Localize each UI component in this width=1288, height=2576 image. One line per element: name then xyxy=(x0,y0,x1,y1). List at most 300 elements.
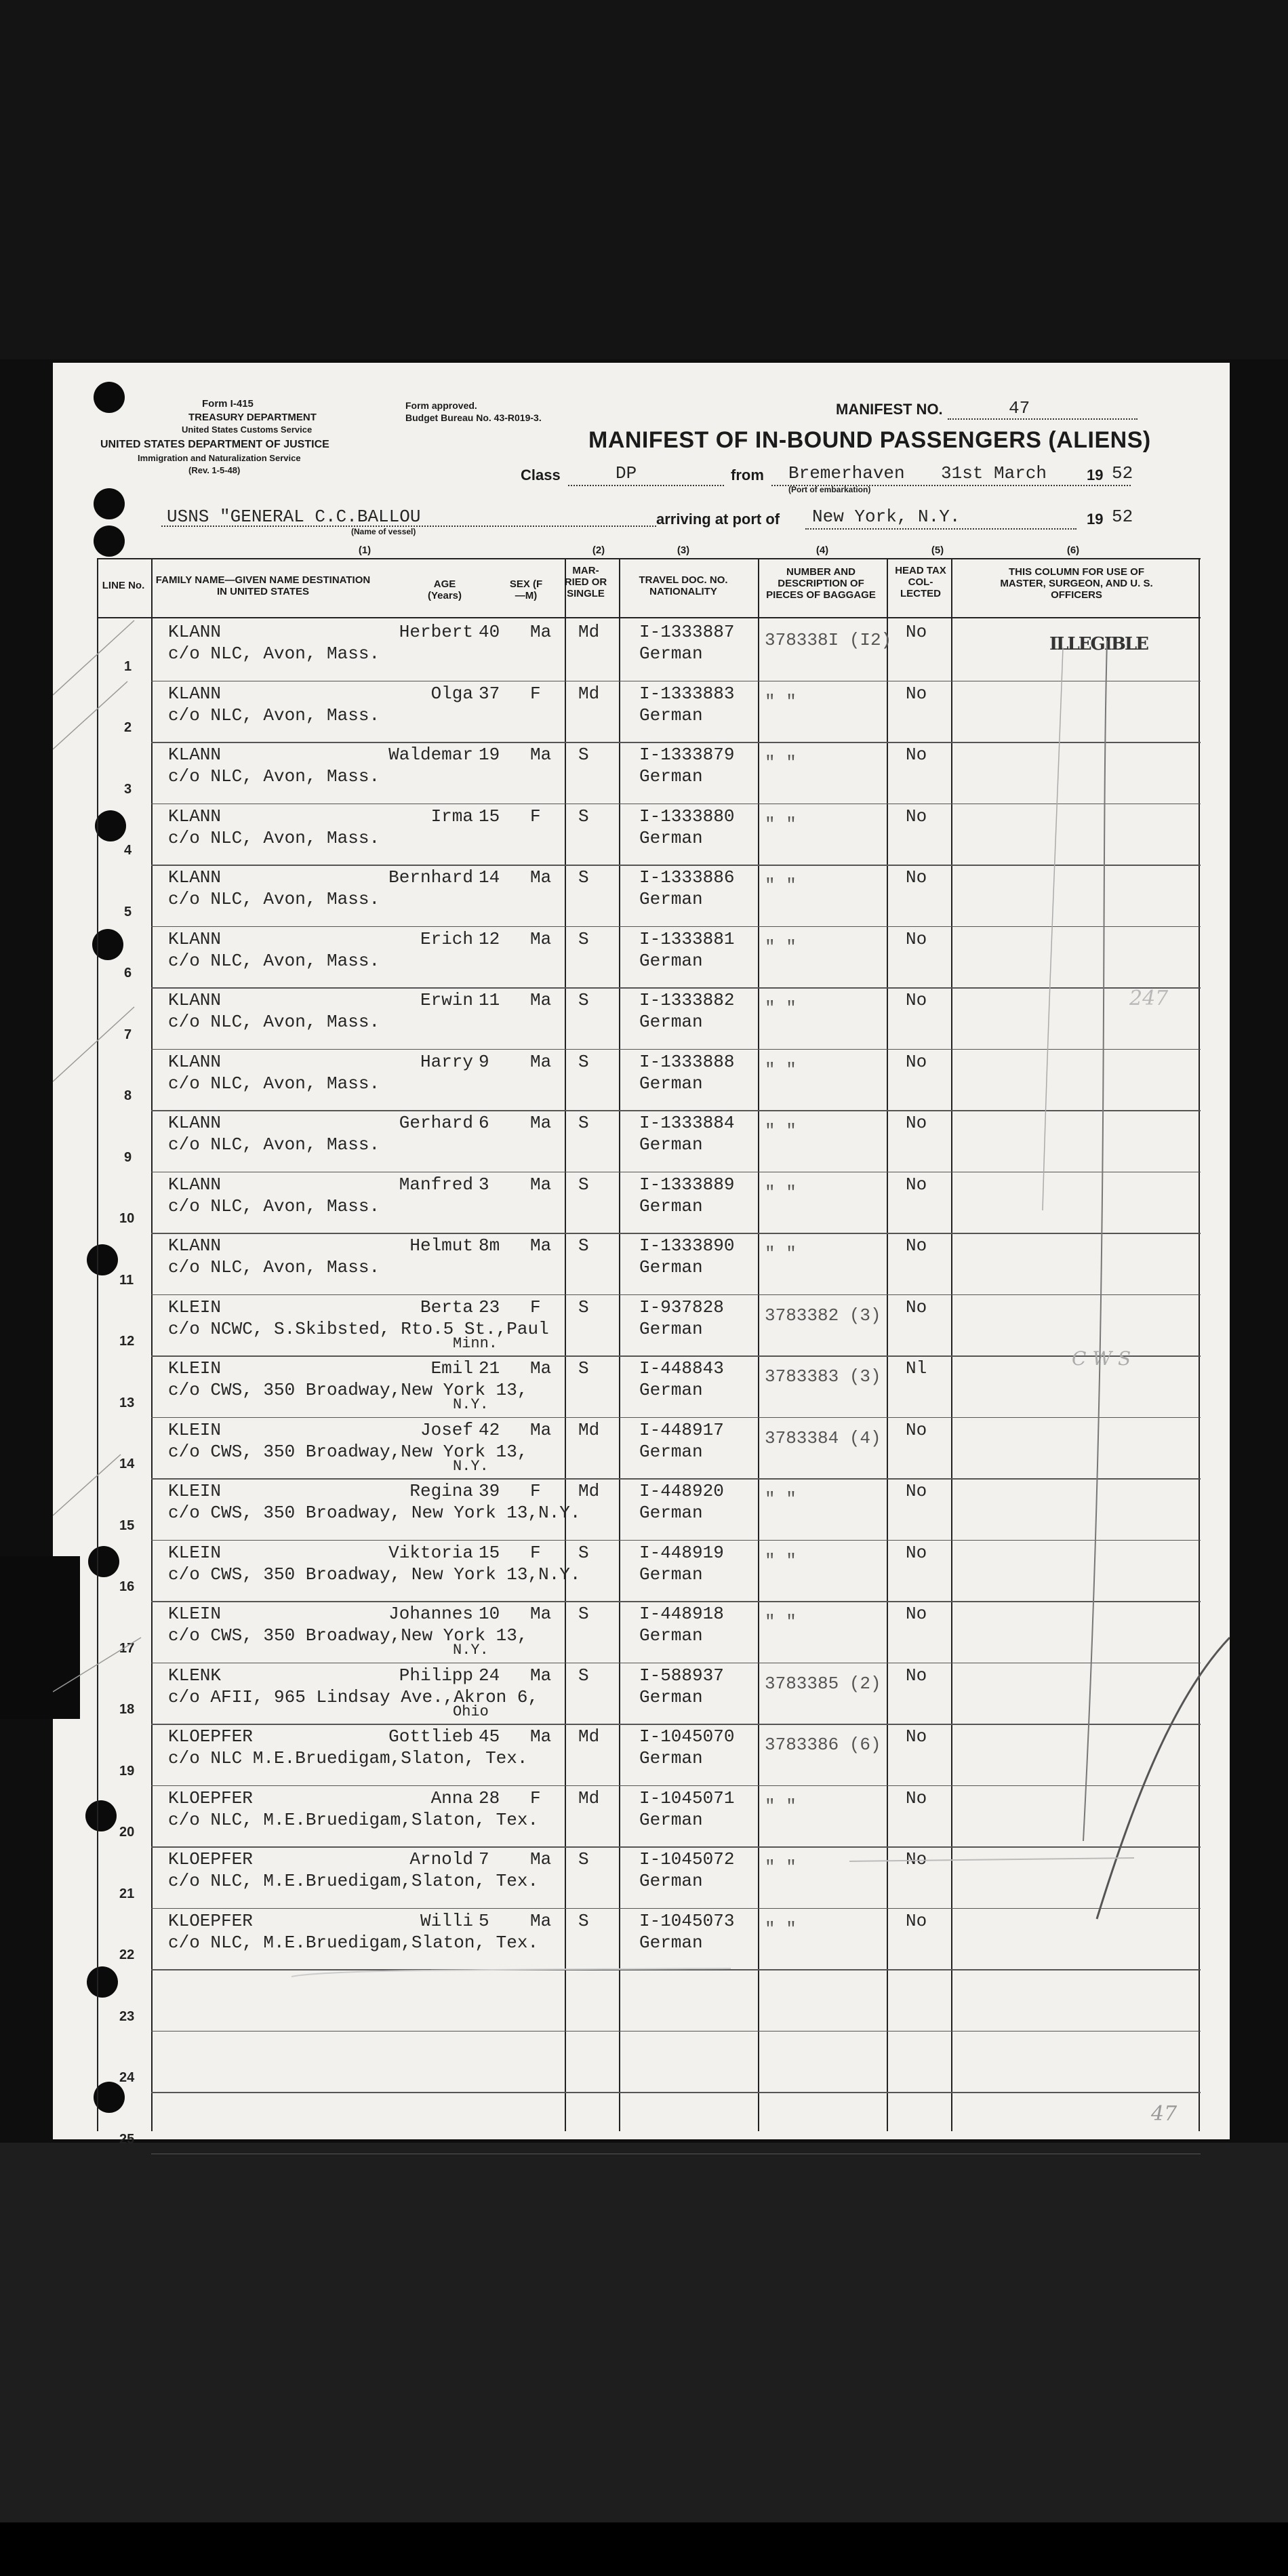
head-tax: No xyxy=(906,683,927,704)
sex: Ma xyxy=(530,1235,552,1256)
destination: c/o NLC M.E.Bruedigam,Slaton, Tex. xyxy=(168,1748,528,1768)
nationality: German xyxy=(639,1564,703,1585)
line-number: 8 xyxy=(124,1088,132,1103)
col-num-1: (1) xyxy=(358,544,371,556)
given-name: Philipp xyxy=(399,1665,473,1686)
destination: c/o NLC, Avon, Mass. xyxy=(168,766,380,787)
line-number: 3 xyxy=(124,781,132,797)
marital-status: S xyxy=(578,1296,589,1317)
head-tax: No xyxy=(906,1481,927,1501)
age: 14 xyxy=(479,867,500,888)
line-number: 11 xyxy=(119,1272,134,1288)
microfilm-edge-strip xyxy=(0,2522,1288,2576)
date-value: 31st March xyxy=(941,463,1047,483)
head-tax: No xyxy=(906,1665,927,1686)
head-tax: No xyxy=(906,928,927,949)
year2-value: 52 xyxy=(1112,507,1133,527)
treasury-label: TREASURY DEPARTMENT xyxy=(188,412,317,423)
given-name: Gerhard xyxy=(399,1113,473,1133)
family-name: KLANN xyxy=(168,867,222,888)
nationality: German xyxy=(639,643,703,664)
travel-doc-no: I-937828 xyxy=(639,1296,724,1317)
nationality: German xyxy=(639,766,703,787)
line-number: 12 xyxy=(119,1334,135,1349)
row-rule xyxy=(151,2154,1201,2155)
manifest-page xyxy=(53,363,1230,2147)
family-name: KLOEPFER xyxy=(168,1910,253,1931)
destination-cont: N.Y. xyxy=(453,1642,489,1659)
age: 39 xyxy=(479,1481,500,1501)
family-name: KLEIN xyxy=(168,1542,222,1563)
given-name: Gottlieb xyxy=(388,1726,473,1747)
nationality: German xyxy=(639,1318,703,1339)
line-number: 16 xyxy=(119,1579,135,1594)
head-tax: No xyxy=(906,867,927,888)
age: 45 xyxy=(479,1726,500,1747)
destination: c/o CWS, 350 Broadway, New York 13,N.Y. xyxy=(168,1503,581,1523)
nationality: German xyxy=(639,1809,703,1830)
marital-status: S xyxy=(578,1051,589,1072)
marital-status: S xyxy=(578,806,589,827)
nationality: German xyxy=(639,1257,703,1277)
destination: c/o NLC, Avon, Mass. xyxy=(168,1195,380,1216)
family-name: KLOEPFER xyxy=(168,1726,253,1747)
line-number: 10 xyxy=(119,1211,135,1226)
col-num-6: (6) xyxy=(1066,544,1080,556)
sex: F xyxy=(530,806,541,827)
sex: Ma xyxy=(530,1419,552,1440)
col-header-line: LINE No. xyxy=(102,580,145,591)
head-tax: No xyxy=(906,1174,927,1195)
age: 24 xyxy=(479,1665,500,1686)
baggage: " " xyxy=(765,1489,797,1509)
destination: c/o NLC, M.E.Bruedigam,Slaton, Tex. xyxy=(168,1871,539,1891)
head-tax: No xyxy=(906,1113,927,1133)
sex: F xyxy=(530,1481,541,1501)
baggage: 3783382 (3) xyxy=(765,1305,881,1326)
destination: c/o AFII, 965 Lindsay Ave.,Akron 6, xyxy=(168,1686,539,1707)
col-header-officers: THIS COLUMN FOR USE OF MASTER, SURGEON, AND U. S. OFFICERS xyxy=(1000,566,1153,601)
marital-status: Md xyxy=(578,622,600,642)
line-number: 17 xyxy=(119,1640,135,1656)
nationality: German xyxy=(639,1380,703,1400)
year-value: 52 xyxy=(1112,463,1133,483)
baggage: " " xyxy=(765,814,797,835)
baggage: " " xyxy=(765,1918,797,1939)
col-header-sex: SEX (F—M) xyxy=(509,578,543,601)
baggage: " " xyxy=(765,936,797,957)
travel-doc-no: I-1045070 xyxy=(639,1726,735,1747)
nationality: German xyxy=(639,1195,703,1216)
class-label: Class xyxy=(521,467,561,483)
line-number: 15 xyxy=(119,1518,135,1533)
travel-doc-no: I-448919 xyxy=(639,1542,724,1563)
baggage: 3783386 (6) xyxy=(765,1735,881,1755)
sex: F xyxy=(530,1542,541,1563)
marital-status: S xyxy=(578,1665,589,1686)
family-name: KLANN xyxy=(168,928,222,949)
destination: c/o NLC, Avon, Mass. xyxy=(168,889,380,909)
baggage: " " xyxy=(765,998,797,1018)
sex: Ma xyxy=(530,1910,552,1931)
travel-doc-no: I-1333880 xyxy=(639,806,735,827)
head-tax: No xyxy=(906,1542,927,1563)
given-name: Viktoria xyxy=(388,1542,473,1563)
age: 37 xyxy=(479,683,500,704)
baggage: 3783383 (3) xyxy=(765,1366,881,1387)
given-name: Regina xyxy=(409,1481,473,1501)
age: 28 xyxy=(479,1787,500,1808)
given-name: Erich xyxy=(420,928,473,949)
line-number: 5 xyxy=(124,904,132,919)
cws-note: C W S xyxy=(1072,1347,1131,1370)
marital-status: S xyxy=(578,1542,589,1563)
baggage: 378338I (I2) xyxy=(765,630,892,650)
marital-status: S xyxy=(578,1113,589,1133)
family-name: KLANN xyxy=(168,745,222,765)
nationality: German xyxy=(639,1073,703,1094)
marital-status: S xyxy=(578,1849,589,1869)
travel-doc-no: I-1333889 xyxy=(639,1174,735,1195)
travel-doc-no: I-448917 xyxy=(639,1419,724,1440)
sex: F xyxy=(530,683,541,704)
col-header-name: FAMILY NAME—GIVEN NAME DESTINATION IN UNITED STATES xyxy=(155,574,371,597)
age: 23 xyxy=(479,1296,500,1317)
justice-label: UNITED STATES DEPARTMENT OF JUSTICE xyxy=(100,439,329,450)
head-tax: Nl xyxy=(906,1358,927,1379)
marital-status: Md xyxy=(578,1787,600,1808)
family-name: KLOEPFER xyxy=(168,1787,253,1808)
col-header-married: MAR-RIED OR SINGLE xyxy=(564,565,607,599)
travel-doc-no: I-1333884 xyxy=(639,1113,735,1133)
age: 19 xyxy=(479,745,500,765)
line-number: 14 xyxy=(119,1457,135,1471)
destination: c/o NLC, Avon, Mass. xyxy=(168,1012,380,1032)
destination: c/o CWS, 350 Broadway,New York 13, xyxy=(168,1625,528,1646)
line-number: 20 xyxy=(119,1825,135,1840)
sex: Ma xyxy=(530,1604,552,1624)
nationality: German xyxy=(639,705,703,726)
sex: Ma xyxy=(530,990,552,1010)
given-name: Manfred xyxy=(399,1174,473,1195)
col-header-travel: TRAVEL DOC. NO. NATIONALITY xyxy=(639,574,728,597)
head-tax: No xyxy=(906,745,927,765)
family-name: KLENK xyxy=(168,1665,222,1686)
age: 15 xyxy=(479,806,500,827)
year2-prefix: 19 xyxy=(1087,511,1104,528)
sex: Ma xyxy=(530,1358,552,1379)
arriving-label: arriving at port of xyxy=(656,511,780,528)
head-tax: No xyxy=(906,1787,927,1808)
line-number: 13 xyxy=(119,1395,135,1410)
given-name: Herbert xyxy=(399,622,473,642)
form-approved-label: Form approved. xyxy=(405,400,477,411)
microfilm-bottom-border xyxy=(0,2143,1288,2576)
nationality: German xyxy=(639,1932,703,1953)
family-name: KLANN xyxy=(168,622,222,642)
sex: Ma xyxy=(530,1726,552,1747)
line-number: 9 xyxy=(124,1149,132,1165)
baggage: " " xyxy=(765,1796,797,1817)
destination: c/o CWS, 350 Broadway,New York 13, xyxy=(168,1441,528,1462)
head-tax: No xyxy=(906,1726,927,1747)
travel-doc-no: I-1333881 xyxy=(639,928,735,949)
marital-status: S xyxy=(578,1358,589,1379)
sex: Ma xyxy=(530,1174,552,1195)
age: 15 xyxy=(479,1542,500,1563)
marital-status: S xyxy=(578,1174,589,1195)
age: 9 xyxy=(479,1051,489,1072)
age: 21 xyxy=(479,1358,500,1379)
given-name: Helmut xyxy=(409,1235,473,1256)
destination-cont: N.Y. xyxy=(453,1457,489,1475)
sex: Ma xyxy=(530,1113,552,1133)
family-name: KLANN xyxy=(168,683,222,704)
line-number: 7 xyxy=(124,1027,132,1042)
travel-doc-no: I-1333886 xyxy=(639,867,735,888)
destination: c/o NLC, Avon, Mass. xyxy=(168,643,380,664)
vessel-note: (Name of vessel) xyxy=(351,527,416,536)
head-tax: No xyxy=(906,1296,927,1317)
age: 5 xyxy=(479,1910,489,1931)
customs-label: United States Customs Service xyxy=(182,424,313,435)
marital-status: S xyxy=(578,928,589,949)
given-name: Josef xyxy=(420,1419,473,1440)
nationality: German xyxy=(639,889,703,909)
sex: Ma xyxy=(530,928,552,949)
destination-cont: Ohio xyxy=(453,1703,489,1720)
baggage: " " xyxy=(765,691,797,712)
pen-marks xyxy=(53,363,1230,2139)
line-number: 21 xyxy=(119,1886,135,1901)
head-tax: No xyxy=(906,622,927,642)
destination: c/o NLC, Avon, Mass. xyxy=(168,950,380,971)
marital-status: Md xyxy=(578,1419,600,1440)
given-name: Anna xyxy=(430,1787,473,1808)
marital-status: S xyxy=(578,867,589,888)
travel-doc-no: I-448918 xyxy=(639,1604,724,1624)
embarkation-note: (Port of embarkation) xyxy=(788,485,871,494)
line-number: 24 xyxy=(119,2070,135,2085)
nationality: German xyxy=(639,1503,703,1523)
destination-cont: N.Y. xyxy=(453,1396,489,1413)
given-name: Emil xyxy=(430,1358,473,1379)
given-name: Arnold xyxy=(409,1849,473,1869)
head-tax: No xyxy=(906,1051,927,1072)
destination: c/o NCWC, S.Skibsted, Rto.5 St.,Paul xyxy=(168,1318,549,1339)
given-name: Irma xyxy=(430,806,473,827)
travel-doc-no: I-588937 xyxy=(639,1665,724,1686)
line-number: 19 xyxy=(119,1763,135,1779)
col-num-4: (4) xyxy=(816,544,829,556)
travel-doc-no: I-1333879 xyxy=(639,745,735,765)
vessel-value: USNS "GENERAL C.C.BALLOU xyxy=(167,507,421,527)
age: 11 xyxy=(479,990,500,1010)
given-name: Bernhard xyxy=(388,867,473,888)
travel-doc-no: I-1333883 xyxy=(639,683,735,704)
microfilm-top-border xyxy=(0,0,1288,359)
col-num-2: (2) xyxy=(592,544,605,556)
budget-bureau-label: Budget Bureau No. 43-R019-3. xyxy=(405,412,542,423)
sex: F xyxy=(530,1787,541,1808)
baggage: 3783384 (4) xyxy=(765,1427,881,1448)
marital-status: Md xyxy=(578,683,600,704)
age: 8m xyxy=(479,1235,500,1256)
age: 6 xyxy=(479,1113,489,1133)
year-prefix: 19 xyxy=(1087,467,1104,483)
family-name: KLANN xyxy=(168,1113,222,1133)
destination: c/o NLC, M.E.Bruedigam,Slaton, Tex. xyxy=(168,1809,539,1830)
officer-stamp: ILLEGIBLE xyxy=(1049,634,1148,654)
family-name: KLEIN xyxy=(168,1358,222,1379)
family-name: KLANN xyxy=(168,1235,222,1256)
sex: Ma xyxy=(530,1665,552,1686)
line-number: 18 xyxy=(119,1702,135,1717)
family-name: KLANN xyxy=(168,806,222,827)
marital-status: Md xyxy=(578,1481,600,1501)
destination: c/o NLC, Avon, Mass. xyxy=(168,1134,380,1155)
port-value: New York, N.Y. xyxy=(812,507,961,527)
side-number: 247 xyxy=(1129,987,1169,1010)
travel-doc-no: I-1333890 xyxy=(639,1235,735,1256)
col-num-5: (5) xyxy=(931,544,944,556)
sex: Ma xyxy=(530,1849,552,1869)
travel-doc-no: I-448920 xyxy=(639,1481,724,1501)
revision-label: (Rev. 1-5-48) xyxy=(188,465,241,475)
age: 3 xyxy=(479,1174,489,1195)
destination-cont: Minn. xyxy=(453,1334,498,1352)
given-name: Waldemar xyxy=(388,745,473,765)
nationality: German xyxy=(639,1686,703,1707)
destination: c/o CWS, 350 Broadway, New York 13,N.Y. xyxy=(168,1564,581,1585)
given-name: Harry xyxy=(420,1051,473,1072)
baggage: " " xyxy=(765,753,797,773)
col-header-tax: HEAD TAX COL-LECTED xyxy=(895,565,946,599)
baggage: " " xyxy=(765,1121,797,1141)
col-num-3: (3) xyxy=(677,544,690,556)
travel-doc-no: I-1045071 xyxy=(639,1787,735,1808)
family-name: KLEIN xyxy=(168,1604,222,1624)
given-name: Johannes xyxy=(388,1604,473,1624)
head-tax: No xyxy=(906,990,927,1010)
col-header-age: AGE (Years) xyxy=(427,578,462,601)
line-number: 6 xyxy=(124,966,132,980)
travel-doc-no: I-1333887 xyxy=(639,622,735,642)
baggage: " " xyxy=(765,1182,797,1203)
age: 42 xyxy=(479,1419,500,1440)
family-name: KLANN xyxy=(168,990,222,1010)
nationality: German xyxy=(639,1625,703,1646)
age: 10 xyxy=(479,1604,500,1624)
nationality: German xyxy=(639,827,703,848)
page-number: 47 xyxy=(1151,2102,1178,2126)
manifest-no-label: MANIFEST NO. xyxy=(836,401,943,418)
baggage: 3783385 (2) xyxy=(765,1673,881,1694)
destination: c/o NLC, Avon, Mass. xyxy=(168,827,380,848)
travel-doc-no: I-1333888 xyxy=(639,1051,735,1072)
nationality: German xyxy=(639,1441,703,1462)
family-name: KLANN xyxy=(168,1174,222,1195)
head-tax: No xyxy=(906,1419,927,1440)
destination: c/o NLC, M.E.Bruedigam,Slaton, Tex. xyxy=(168,1932,539,1953)
sex: Ma xyxy=(530,622,552,642)
sex: F xyxy=(530,1296,541,1317)
travel-doc-no: I-1045072 xyxy=(639,1849,735,1869)
line-number: 4 xyxy=(124,843,132,858)
col-header-baggage: NUMBER AND DESCRIPTION OF PIECES OF BAGGAGE xyxy=(766,566,876,601)
sex: Ma xyxy=(530,745,552,765)
line-number: 25 xyxy=(119,2131,135,2147)
line-number: 2 xyxy=(124,720,132,735)
given-name: Willi xyxy=(420,1910,473,1931)
line-number: 23 xyxy=(119,2008,135,2024)
nationality: German xyxy=(639,1871,703,1891)
nationality: German xyxy=(639,1748,703,1768)
baggage: " " xyxy=(765,1550,797,1571)
marital-status: S xyxy=(578,1235,589,1256)
baggage: " " xyxy=(765,1612,797,1632)
marital-status: S xyxy=(578,745,589,765)
destination: c/o CWS, 350 Broadway,New York 13, xyxy=(168,1380,528,1400)
travel-doc-no: I-1045073 xyxy=(639,1910,735,1931)
baggage: " " xyxy=(765,1857,797,1878)
family-name: KLEIN xyxy=(168,1481,222,1501)
nationality: German xyxy=(639,950,703,971)
marital-status: S xyxy=(578,1910,589,1931)
marital-status: S xyxy=(578,990,589,1010)
marital-status: Md xyxy=(578,1726,600,1747)
head-tax: No xyxy=(906,1910,927,1931)
baggage: " " xyxy=(765,1059,797,1080)
given-name: Olga xyxy=(430,683,473,704)
family-name: KLEIN xyxy=(168,1419,222,1440)
head-tax: No xyxy=(906,1849,927,1869)
nationality: German xyxy=(639,1012,703,1032)
from-label: from xyxy=(731,467,764,483)
line-number: 22 xyxy=(119,1947,135,1962)
baggage: " " xyxy=(765,1244,797,1264)
given-name: Berta xyxy=(420,1296,473,1317)
given-name: Erwin xyxy=(420,990,473,1010)
head-tax: No xyxy=(906,1604,927,1624)
marital-status: S xyxy=(578,1604,589,1624)
sex: Ma xyxy=(530,867,552,888)
manifest-no-value: 47 xyxy=(1009,398,1030,418)
family-name: KLOEPFER xyxy=(168,1849,253,1869)
age: 7 xyxy=(479,1849,489,1869)
from-value: Bremerhaven xyxy=(788,463,905,483)
line-number: 1 xyxy=(124,658,132,674)
destination: c/o NLC, Avon, Mass. xyxy=(168,705,380,726)
manifest-title: MANIFEST OF IN-BOUND PASSENGERS (ALIENS) xyxy=(588,427,1151,453)
ins-label: Immigration and Naturalization Service xyxy=(138,453,301,463)
head-tax: No xyxy=(906,806,927,827)
family-name: KLANN xyxy=(168,1051,222,1072)
nationality: German xyxy=(639,1134,703,1155)
age: 12 xyxy=(479,928,500,949)
head-tax: No xyxy=(906,1235,927,1256)
destination: c/o NLC, Avon, Mass. xyxy=(168,1073,380,1094)
age: 40 xyxy=(479,622,500,642)
travel-doc-no: I-1333882 xyxy=(639,990,735,1010)
destination: c/o NLC, Avon, Mass. xyxy=(168,1257,380,1277)
form-number: Form I-415 xyxy=(202,398,254,410)
travel-doc-no: I-448843 xyxy=(639,1358,724,1379)
family-name: KLEIN xyxy=(168,1296,222,1317)
baggage: " " xyxy=(765,875,797,896)
class-value: DP xyxy=(616,463,637,483)
sex: Ma xyxy=(530,1051,552,1072)
